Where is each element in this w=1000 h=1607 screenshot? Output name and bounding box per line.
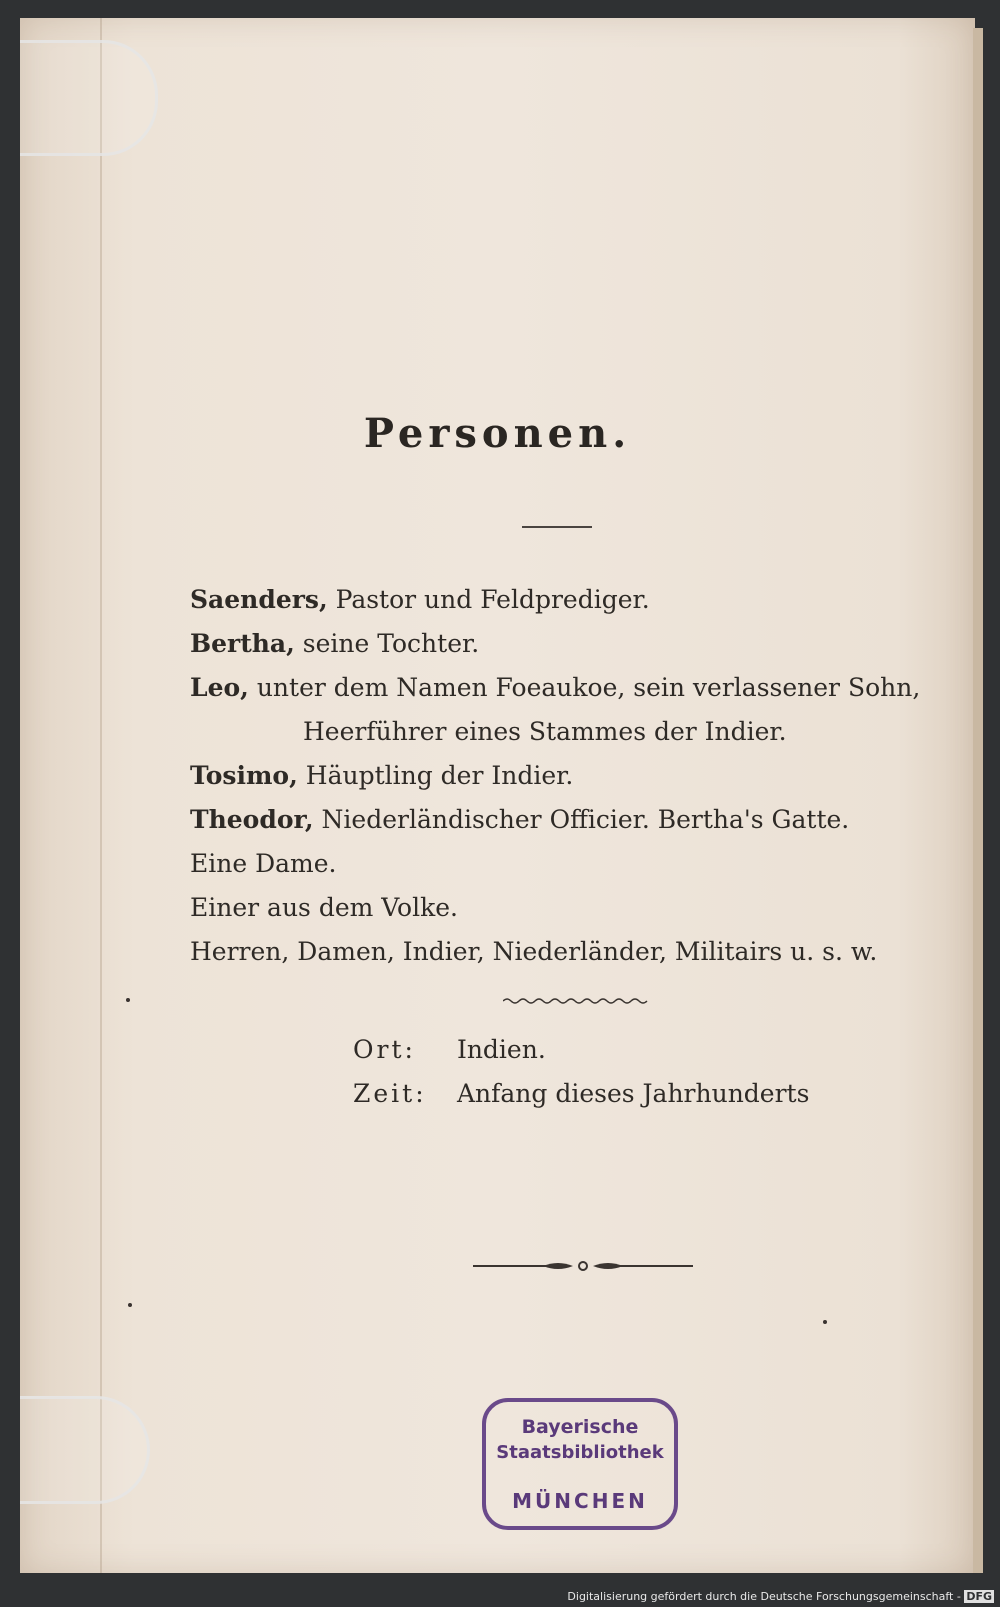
cast-entry xyxy=(190,622,960,666)
paper-clip-bottom xyxy=(20,1396,150,1504)
cast-description: Eine Dame. xyxy=(190,849,337,878)
fold-line xyxy=(100,18,102,1573)
cast-description: Niederländischer Officier. Bertha's Gatte. xyxy=(321,805,850,834)
page-edge xyxy=(973,28,983,1573)
time-value: Anfang dieses Jahrhunderts xyxy=(456,1079,810,1108)
title-rule xyxy=(522,526,592,528)
ornament-divider xyxy=(473,1258,693,1274)
wavy-divider xyxy=(503,996,648,1006)
cast-entry-continuation xyxy=(190,710,960,754)
cast-name: Theodor, xyxy=(190,805,314,834)
cast-entry xyxy=(190,798,960,842)
cast-entry xyxy=(190,666,960,710)
cast-name: Bertha, xyxy=(190,629,295,658)
cast-description: Pastor und Feldprediger. xyxy=(335,585,650,614)
paper-speck xyxy=(128,1303,132,1307)
cast-description: Häuptling der Indier. xyxy=(305,761,574,790)
cast-name: Leo, xyxy=(190,673,249,702)
footer-text: Digitalisierung gefördert durch die Deutsche Forschungsgemeinschaft - xyxy=(567,1590,961,1603)
cast-entry xyxy=(190,930,960,974)
stamp-line-2: Staatsbibliothek xyxy=(496,1442,664,1463)
cast-entry xyxy=(190,842,960,886)
paper-clip-top xyxy=(20,40,158,156)
cast-name: Saenders, xyxy=(190,585,328,614)
stamp-line-1: Bayerische xyxy=(521,1416,639,1438)
cast-entry xyxy=(190,578,960,622)
place-line xyxy=(353,1028,809,1072)
cast-name: Tosimo, xyxy=(190,761,298,790)
cast-entry xyxy=(190,886,960,930)
paper-speck xyxy=(823,1320,827,1324)
time-label: Zeit: xyxy=(353,1079,427,1108)
cast-list xyxy=(190,578,960,974)
place-label: Ort: xyxy=(353,1035,416,1064)
book-page xyxy=(20,18,975,1573)
stamp-line-3: MÜNCHEN xyxy=(512,1489,648,1513)
cast-description: seine Tochter. xyxy=(302,629,480,658)
digitization-footer xyxy=(567,1590,994,1603)
time-line xyxy=(353,1072,809,1116)
library-stamp xyxy=(482,1398,678,1530)
cast-description: Herren, Damen, Indier, Niederländer, Militairs u. s. w. xyxy=(190,937,878,966)
cast-description: Heerführer eines Stammes der Indier. xyxy=(303,717,787,746)
cast-entry xyxy=(190,754,960,798)
place-value: Indien. xyxy=(456,1035,546,1064)
paper-speck xyxy=(126,998,130,1002)
cast-description: Einer aus dem Volke. xyxy=(190,893,458,922)
page-title: Personen. xyxy=(363,410,632,457)
setting-block xyxy=(353,1028,809,1116)
cast-description: unter dem Namen Foeaukoe, sein verlassener Sohn, xyxy=(256,673,921,702)
dfg-logo: DFG xyxy=(966,1590,992,1603)
